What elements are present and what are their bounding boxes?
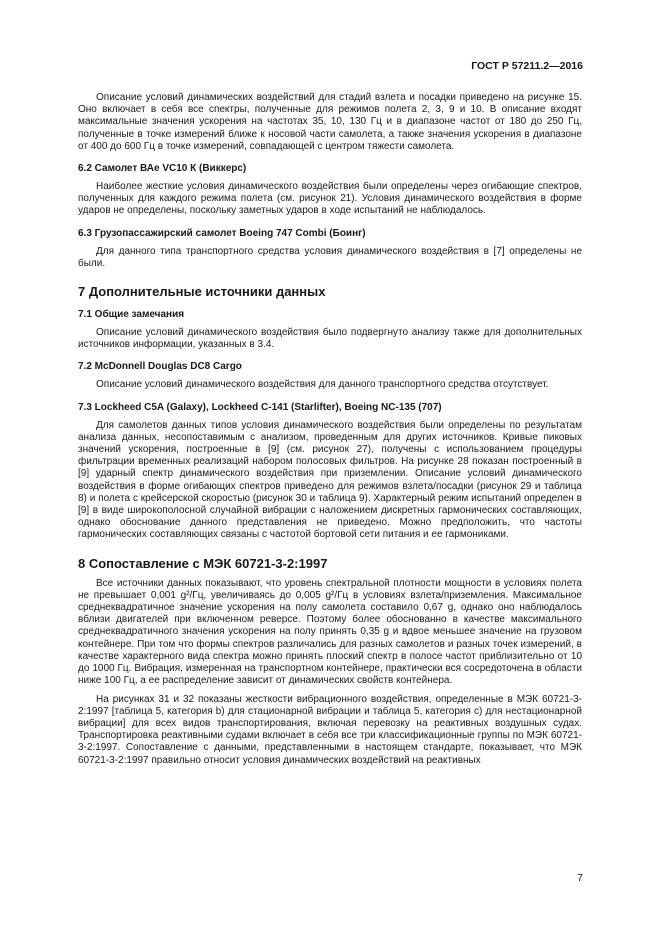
subsection-heading: 7.1 Общие замечания <box>78 309 185 321</box>
paragraph: Наиболее жесткие условия динамического воздействия были определены через огибающие спектров, полученных для каждого режима полета (см. рисунок 21). Условия динамического воздействия в форме ударов не определены, поскольку заметных ударов в ходе испытаний не наблюдалось. <box>78 181 582 217</box>
paragraph: Описание условий динамического воздействия для данного транспортного средства отсутствует. <box>96 379 549 391</box>
document-body <box>78 92 582 773</box>
paragraph: На рисунках 31 и 32 показаны жесткости вибрационного воздействия, определенные в МЭК 60721-3-2:1997 [таблица 5, категория b) для стационарной вибрации и таблица 5, категория с) для нестационарной вибрации] для всех видов транспортирования, включая перевозку на реактивных воздушных судах. Транспортировка реактивными судами включает в себя все три классификационные группы по МЭК 60721-3-2:1997. Сопоставление с данными, представленными в настоящем стандарте, показывает, что МЭК 60721-3-2:1997 правильно относит условия динамических воздействий на реактивных <box>78 693 582 766</box>
section-heading: 7 Дополнительные источники данных <box>78 284 326 300</box>
subsection-heading: 6.2 Самолет ВАе VC10 К (Виккерс) <box>78 163 247 175</box>
section-heading: 8 Сопоставление с МЭК 60721-3-2:1997 <box>78 555 328 571</box>
subsection-heading: 7.2 McDonnell Douglas DC8 Cargo <box>78 361 242 373</box>
paragraph: Для данного типа транспортного средства условия динамического воздействия в [7] определены не были. <box>78 245 582 269</box>
subsection-heading: 7.3 Lockheed C5A (Galaxy), Lockheed С-141 (Starlifter), Boeing NC-135 (707) <box>78 401 442 413</box>
page-number: 7 <box>577 872 583 884</box>
paragraph: Для самолетов данных типов условия динамического воздействия были определены по результатам анализа данных, несопоставимым с анализом, проведенным для других источников. Кривые пиковых значений ускорения, построенные в [9] (см. рисунок 27), получены с использованием процедуры фильтрации временных реализаций набором полосовых фильтров. На рисунке 28 показан построенный в [9] ударный спектр динамического воздействия при приземлении. Описание условий динамического воздействия в форме огибающих спектров приведено для режимов взлета/посадки (рисунок 29 и таблица 8) и полета с крейсерской скоростью (рисунок 30 и таблица 9). Характерный режим испытаний определен в [9] в виде широкополосной случайной вибрации с наложением дискретных гармонических составляющих, однако обоснование данного представления не приведено. Можно предположить, что частоты гармонических составляющих связаны с частотой бортовой сети питания и ее гармониками. <box>78 419 582 541</box>
paragraph: Описание условий динамических воздействий для стадий взлета и посадки приведено на рисунке 15. Оно включает в себя все спектры, полученные для режимов полета 2, 3, 9 и 10. В описание входят максимальные значения ускорения на частотах 35, 10, 130 Гц и в диапазоне частот от 180 до 250 Гц, полученные в точке измерений ближе к носовой части самолета, а также значения ускорения в диапазоне от 400 до 600 Гц в точке измерений, совпадающей с центром тяжести самолета. <box>78 92 582 152</box>
document-header: ГОСТ Р 57211.2—2016 <box>471 60 583 72</box>
subsection-heading: 6.3 Грузопассажирский самолет Boeing 747 Combi (Боинг) <box>78 227 366 239</box>
paragraph: Описание условий динамического воздействия было подвергнуто анализу также для дополнительных источников информации, указанных в 3.4. <box>78 327 582 351</box>
paragraph: Все источники данных показывают, что уровень спектральной плотности мощности в условиях полета не превышает 0,001 g²/Гц, увеличиваясь до 0,005 g²/Гц в условиях взлета/приземления. Максимальное среднеквадратичное значение ускорения на полу самолета составило 0,67 g, однако оно наблюдалось вблизи двигателей при включенном реверсе. Поэтому более обоснованно в качестве максимального среднеквадратичного значения ускорения на полу принять 0,35 g и вдвое меньшее значение на грузовом контейнере. При том что формы спектров различались для разных самолетов и разных точек измерений, в качестве характерного вида спектра можно принять плоский спектр в полосе частот приблизительно от 10 до 1000 Гц. Вибрация, измеренная на транспортном контейнере, практически вся сосредоточена в области ниже 100 Гц, а ее распределение зависит от динамических свойств контейнера. <box>78 577 582 687</box>
